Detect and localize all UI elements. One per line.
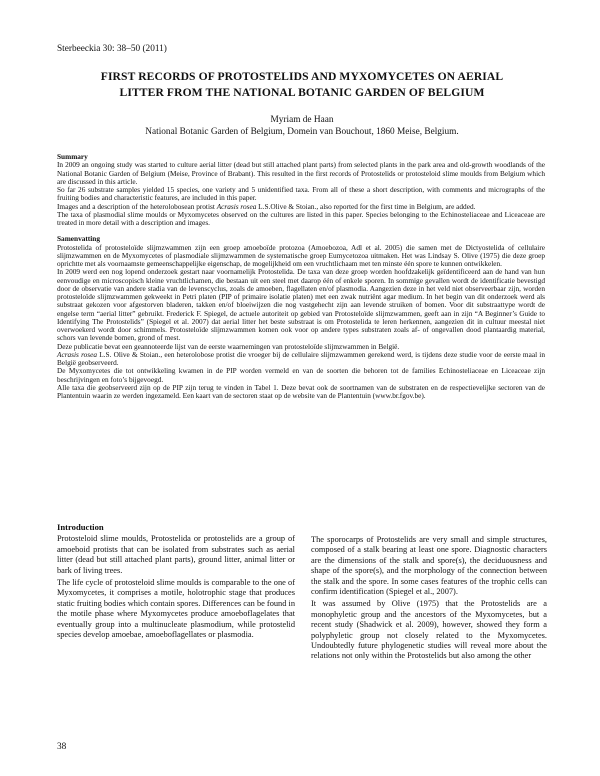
samenvatting-paragraph: De Myxomycetes die tot ontwikkeling kwamen in de PIP worden vermeld en van de soorten die behoren tot de families Echinosteliaceae en Liceaceae zijn beschrijvingen en foto’s bijgevoegd. (57, 366, 545, 384)
right-column (311, 535, 547, 662)
introduction-paragraph: The life cycle of protosteloid slime moulds is comparable to the one of Myxomycetes, it comprises a motile, holotrophic stage that produces static fruiting bodies which contain spores. Differences can be found in the motile phase where Myxomycetes produce amoeboflagelates that eventually group into a multinucleate plasmodium, while protostelid species develop amoebae, amoeboflagellates or plasmodia. (57, 578, 295, 640)
summary-paragraph: So far 26 substrate samples yielded 15 species, one variety and 5 unidentified taxa. From all of these a short description, with comments and micrographs of the fruiting bodies and characteristic features, are included in this paper. (57, 185, 545, 203)
title-line-1: FIRST RECORDS OF PROTOSTELIDS AND MYXOMYCETES ON AERIAL (100, 70, 504, 83)
page-number: 38 (57, 742, 67, 752)
author-affiliation: National Botanic Garden of Belgium, Domein van Bouchout, 1860 Meise, Belgium. (145, 126, 459, 137)
summary-paragraph: Images and a description of the heterolobosean protist Acrasis rosea L.S.Olive & Stoian., also reported for the first time in Belgium, are added. (57, 201, 476, 211)
introduction-paragraph: It was assumed by Olive (1975) that the Protostelids are a monophyletic group and the ancestors of the Myxomycetes, but a recent study (Shadwick et al. 2009), however, showed they form a polyphyletic group not closely related to the Myxomycetes. Undoubtedly future phylogenetic studies will reveal more about the relations not only within the Protostelids but also among the other (311, 599, 547, 661)
paper-title (57, 69, 547, 101)
samenvatting-paragraph: In 2009 werd een nog lopend onderzoek gestart naar voornamelijk Protostelida. De taxa van deze groep worden hoofdzakelijk geïdentificeerd aan de hand van hun eenvoudige en microscopisch kleine vruchtlichamen, die bestaan uit een steel met daarop één of enkele sporen. In sommige gevallen wordt de identificatie bevestigd door de observatie van andere stadia van de levenscyclus, zoals de amoeben, flagellaten en/of plasmodia. Aangezien deze in het veld niet observeerbaar zijn, worden protosteloïde slijmzwammen gekweekt in Petri platen (PIP of primaire isolatie platen) met een zwak nutriënt agar medium. In het begin van dit onderzoek werd als substraat gekozen voor afgestorven bladeren, takken en/of bloeiwijzen die nog vastgehecht zijn aan levende struiken of bomen. Voor dit substraattype wordt de engelse term “aerial litter” gebruikt. Frederick F. Spiegel, de actuele autoriteit op gebied van Protosteloïde slijmzwammen, geeft aan in zijn “A Beginner’s Guide to Identifying The Protostelids” (Spiegel et al. 2007) dat aerial litter het beste substraat is om Protostelida te leren herkennen, aangezien dit in cultuur meestal niet overwoekerd wordt door schimmels. Protosteloïde slijmzwammen komen ook voor op andere types substraten zoals af- of ongevallen dood plantaardig material, schors van levende bomen, grond of mest. (57, 267, 545, 343)
samenvatting-paragraph: Alle taxa die geobserveerd zijn op de PIP zijn terug te vinden in Tabel 1. Deze bevat ook de soortnamen van de substraten en de respectievelijke sectoren van de Plantentuin waarin ze werden ingezameld. Een kaart van de sectoren staat op de website van de Plantentuin (www.br.fgov.be). (57, 382, 545, 400)
introduction-heading: Introduction (57, 522, 104, 532)
species-name: Acrasis rosea (57, 349, 98, 359)
samenvatting-heading: Samenvatting (57, 234, 100, 244)
summary-paragraph: In 2009 an ongoing study was started to culture aerial litter (dead but still attached plant parts) from selected plants in the park area and old-growth woodlands of the National Botanic Garden of Belgium (Meise, Province of Brabant). This resulted in the first records of Protostelids or protosteloid slime moulds from Belgium which are discussed in this article. (57, 160, 545, 186)
samenvatting-paragraph: Deze publicatie bevat een geannoteerde lijst van de eerste waarnemingen van protosteloïde slijmzwammen in België. (57, 341, 400, 351)
introduction-paragraph: The sporocarps of Protostelids are very small and simple structures, composed of a stalk bearing at least one spore. Diagnostic characters are the dimensions of the stalk and spore(s), the deciduousness and shape of the spore(s), and the morphology of the connection between the stalk and the spore. In some cases features of the trophic cells can confirm identification (Spiegel et al., 2007). (311, 535, 547, 597)
samenvatting-paragraph: Acrasis rosea L.S. Olive & Stoian., een heterolobose protist die vroeger bij de cellulaire slijmzwammen gerekend werd, is tijdens deze studie voor de eerste maal in België geobserveerd. (57, 349, 545, 367)
species-name: Acrasis rosea (216, 201, 257, 211)
samenvatting-paragraph: Protostelida of protosteloïde slijmzwammen zijn een groep amoeboïde protozoa (Amoebozoa, Adl et al. 2005) die samen met de Dictyostelida of cellulaire slijmzwammen en de Myxomycetes of plasmodiale slijmzwammen de systematische groep Eumycetozoa uitmaken. Het was Lindsay S. Olive (1975) die deze groep oprichtte met als voornaamste gemeenschappelijke eigenschap, de mogelijkheid om een vruchtlichaam met ten minste één spore te kunnen ontwikkelen. (57, 242, 545, 268)
summary-heading: Summary (57, 152, 88, 161)
author-block (57, 115, 547, 138)
introduction-paragraph: Protosteloid slime moulds, Protostelida or protostelids are a group of amoeboid protists that can be isolated from substrates such as aerial litter (dead but still attached plant parts), ground litter, animal litter or bark of living trees. (57, 534, 295, 575)
left-column (57, 522, 295, 640)
author-name: Myriam de Haan (270, 115, 334, 125)
title-line-2: LITTER FROM THE NATIONAL BOTANIC GARDEN OF BELGIUM (119, 86, 485, 99)
summary-paragraph: The taxa of plasmodial slime moulds or Myxomycetes observed on the cultures are listed in this paper. Species belonging to the Echinosteliaceae and Liceaceae are treated in more detail with a description and images. (57, 209, 545, 227)
abstract-section (57, 153, 545, 400)
journal-citation: Sterbeeckia 30: 38–50 (2011) (57, 44, 167, 54)
